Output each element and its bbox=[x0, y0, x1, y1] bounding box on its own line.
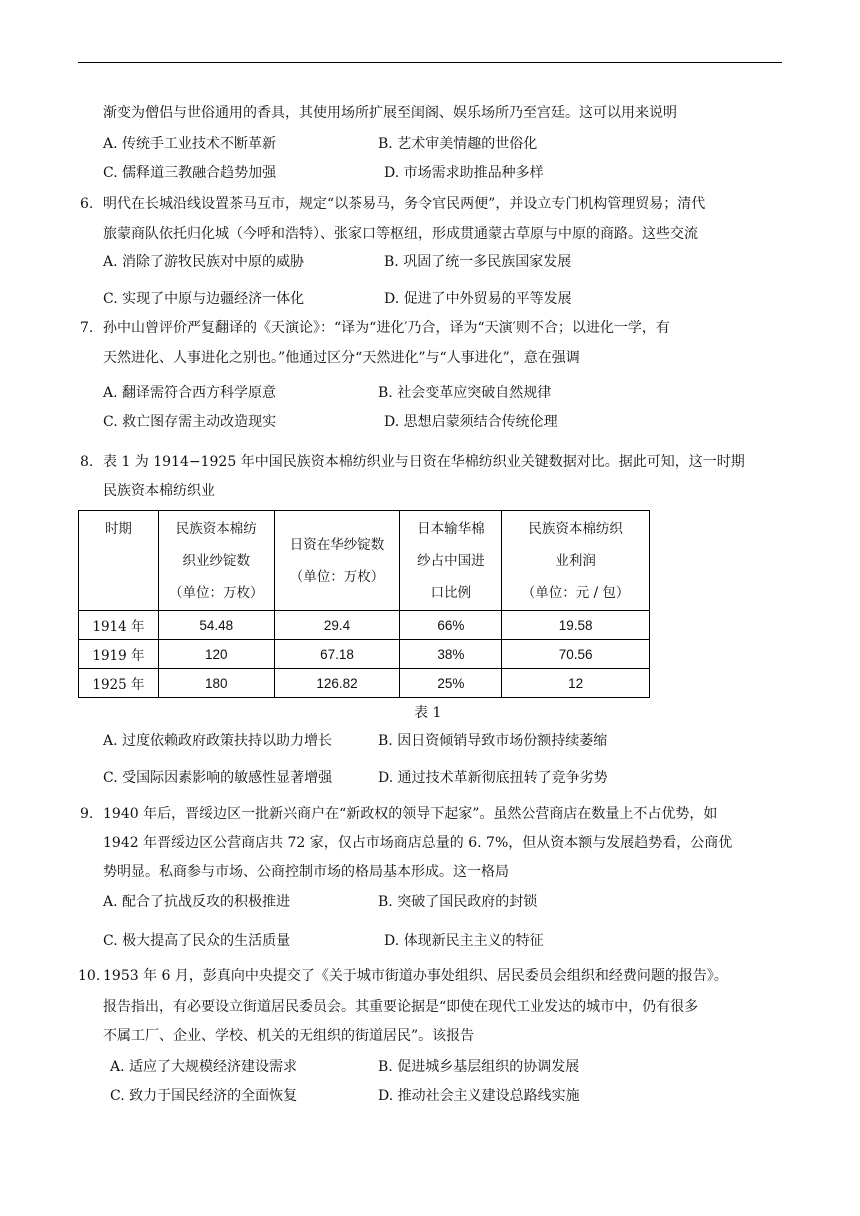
q9-stem-line3: 势明显。私商参与市场、公商控制市场的格局基本形成。这一格局 bbox=[103, 864, 509, 880]
header-japanese-spindles: 日资在华纱锭数 （单位：万枚） bbox=[274, 511, 400, 611]
q6-option-d: D. 促进了中外贸易的平等发展 bbox=[384, 291, 572, 307]
data-table bbox=[78, 510, 650, 698]
table-row bbox=[79, 669, 650, 698]
q5-option-c: C. 儒释道三教融合趋势加强 bbox=[103, 165, 277, 181]
q10-stem-line1: 1953 年 6 月，彭真向中央提交了《关于城市街道办事处组织、居民委员会组织和经费问题的报告》。 bbox=[103, 968, 728, 984]
q6-option-a: A. 消除了游牧民族对中原的威胁 bbox=[103, 254, 305, 270]
q9-stem-line2: 1942 年晋绥边区公营商店共 72 家，仅占市场商店总量的 6. 7%，但从资本额与发展趋势看，公商优 bbox=[103, 835, 733, 851]
header-profit: 民族资本棉纺织 业利润 （单位：元 / 包） bbox=[502, 511, 650, 611]
q6-option-c: C. 实现了中原与边疆经济一体化 bbox=[103, 291, 305, 307]
q7-stem-line2: 天然进化、人事进化之别也。”他通过区分“天然进化”与“人事进化”，意在强调 bbox=[103, 350, 580, 366]
q8-number: 8. bbox=[80, 454, 94, 470]
q10-option-b: B. 促进城乡基层组织的协调发展 bbox=[378, 1059, 580, 1075]
q7-option-b: B. 社会变革应突破自然规律 bbox=[378, 385, 552, 401]
header-national-spindles: 民族资本棉纺 织业纱锭数 （单位：万枚） bbox=[158, 511, 274, 611]
table-cell: 29.4 bbox=[274, 611, 400, 640]
table-cell: 67.18 bbox=[274, 640, 400, 669]
q6-option-b: B. 巩固了统一多民族国家发展 bbox=[384, 254, 572, 270]
q10-option-a: A. 适应了大规模经济建设需求 bbox=[110, 1059, 298, 1075]
q8-stem-line1: 表 1 为 1914−1925 年中国民族资本棉纺织业与日资在华棉纺织业关键数据对比。据此可知，这一时期 bbox=[103, 454, 745, 470]
q5-option-a: A. 传统手工业技术不断革新 bbox=[103, 136, 277, 152]
q9-option-d: D. 体现新民主主义的特征 bbox=[384, 933, 544, 949]
q8-stem-line2: 民族资本棉纺织业 bbox=[103, 483, 215, 499]
q7-option-d: D. 思想启蒙须结合传统伦理 bbox=[384, 414, 558, 430]
q7-option-c: C. 救亡图存需主动改造现实 bbox=[103, 414, 277, 430]
q5-option-b: B. 艺术审美情趣的世俗化 bbox=[378, 136, 538, 152]
q8-option-b: B. 因日资倾销导致市场份额持续萎缩 bbox=[378, 733, 608, 749]
table-header-row bbox=[79, 511, 650, 611]
q10-number: 10. bbox=[78, 968, 101, 984]
q7-option-a: A. 翻译需符合西方科学原意 bbox=[103, 385, 277, 401]
table-row bbox=[79, 640, 650, 669]
table-row bbox=[79, 611, 650, 640]
q8-option-c: C. 受国际因素影响的敏感性显著增强 bbox=[103, 770, 333, 786]
table-cell: 1914 年 bbox=[79, 611, 159, 640]
table-cell: 54.48 bbox=[158, 611, 274, 640]
table-cell: 1919 年 bbox=[79, 640, 159, 669]
q8-option-a: A. 过度依赖政府政策扶持以助力增长 bbox=[103, 733, 333, 749]
q7-stem-line1: 孙中山曾评价严复翻译的《天演论》：“译为“进化′乃合，译为“天演′则不合；以进化一学，有 bbox=[103, 320, 670, 336]
q10-stem-line2: 报告指出，有必要设立街道居民委员会。其重要论据是“即使在现代工业发达的城市中，仍有很多 bbox=[103, 999, 699, 1015]
table-cell: 66% bbox=[400, 611, 502, 640]
q5-option-d: D. 市场需求助推品种多样 bbox=[384, 165, 544, 181]
header-import-ratio: 日本输华棉 纱占中国进 口比例 bbox=[400, 511, 502, 611]
q8-option-d: D. 通过技术革新彻底扭转了竞争劣势 bbox=[378, 770, 608, 786]
q7-number: 7. bbox=[80, 320, 94, 336]
q9-option-b: B. 突破了国民政府的封锁 bbox=[378, 894, 538, 910]
table-cell: 120 bbox=[158, 640, 274, 669]
table-cell: 12 bbox=[502, 669, 650, 698]
table-cell: 126.82 bbox=[274, 669, 400, 698]
table-cell: 1925 年 bbox=[79, 669, 159, 698]
q9-option-c: C. 极大提高了民众的生活质量 bbox=[103, 933, 291, 949]
header-rule bbox=[78, 62, 782, 63]
q6-stem-line1: 明代在长城沿线设置茶马互市，规定“以茶易马，务令官民两便”，并设立专门机构管理贸易；清代 bbox=[103, 196, 706, 212]
q6-stem-line2: 旅蒙商队依托归化城（今呼和浩特）、张家口等枢纽，形成贯通蒙古草原与中原的商路。这些交流 bbox=[103, 226, 698, 242]
table-cell: 180 bbox=[158, 669, 274, 698]
table-cell: 25% bbox=[400, 669, 502, 698]
q9-stem-line1: 1940 年后，晋绥边区一批新兴商户在“新政权的领导下起家”。虽然公营商店在数量上不占优势，如 bbox=[103, 806, 718, 822]
table-cell: 70.56 bbox=[502, 640, 650, 669]
q9-number: 9. bbox=[80, 806, 94, 822]
q10-option-d: D. 推动社会主义建设总路线实施 bbox=[378, 1088, 580, 1104]
table-cell: 19.58 bbox=[502, 611, 650, 640]
table-cell: 38% bbox=[400, 640, 502, 669]
header-period: 时期 bbox=[79, 511, 159, 611]
table-caption: 表 1 bbox=[414, 705, 442, 721]
q10-stem-line3: 不属工厂、企业、学校、机关的无组织的街道居民”。该报告 bbox=[103, 1028, 475, 1044]
q5-stem-tail: 渐变为僧侣与世俗通用的香具，其使用场所扩展至闺阁、娱乐场所乃至宫廷。这可以用来说明 bbox=[103, 105, 677, 121]
q9-option-a: A. 配合了抗战反攻的积极推进 bbox=[103, 894, 291, 910]
q10-option-c: C. 致力于国民经济的全面恢复 bbox=[110, 1088, 298, 1104]
q6-number: 6. bbox=[80, 196, 94, 212]
